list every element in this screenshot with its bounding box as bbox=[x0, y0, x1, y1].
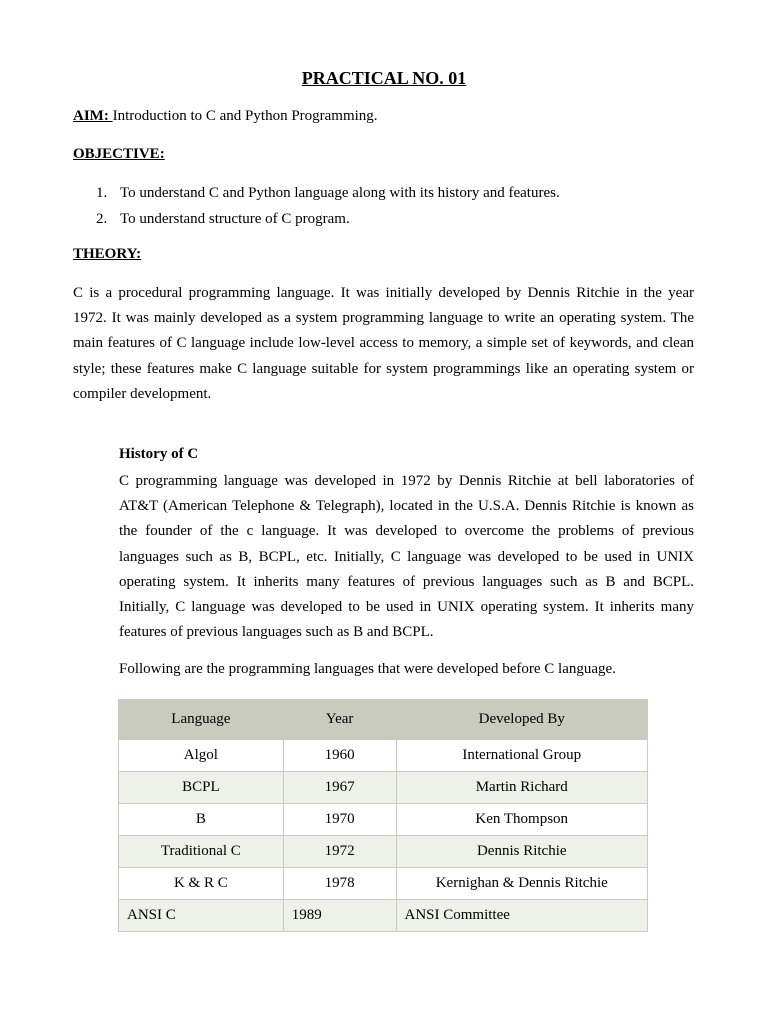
column-header-developer: Developed By bbox=[396, 700, 648, 740]
cell-language: Traditional C bbox=[119, 836, 284, 868]
languages-table bbox=[118, 699, 648, 932]
column-header-language: Language bbox=[119, 700, 284, 740]
theory-paragraph: C is a procedural programming language. It was initially developed by Dennis Ritchie in the year 1972. It was mainly developed as a system programming language to write an operating system. The main features of C language include low-level access to memory, a simple set of keywords, and clean style; these features make C language suitable for system programmings like an operating system or compiler development. bbox=[73, 285, 694, 402]
cell-language: K & R C bbox=[119, 868, 284, 900]
list-item bbox=[96, 183, 560, 209]
cell-language: Algol bbox=[119, 740, 284, 772]
cell-language: ANSI C bbox=[119, 900, 284, 932]
objective-list bbox=[96, 183, 560, 235]
aim-text: Introduction to C and Python Programming. bbox=[112, 108, 378, 124]
table-row bbox=[119, 900, 648, 932]
list-item-number: 1. bbox=[96, 185, 108, 201]
history-paragraph: C programming language was developed in 1972 by Dennis Ritchie at bell laboratories of AT&T (American Telephone & Telegraph), located in the U.S.A. Dennis Ritchie is known as the founder of the c language. It was developed to overcome the problems of previous languages such as B, BCPL, etc. Initially, C language was developed to be used in UNIX operating system. It inherits many features of previous languages such as B and BCPL. Initially, C language was developed to be used in UNIX operating system. It inherits many features of previous languages such as B and BCPL. bbox=[119, 473, 694, 641]
column-header-year: Year bbox=[283, 700, 396, 740]
list-item-text: To understand structure of C program. bbox=[120, 211, 350, 227]
cell-developer: International Group bbox=[396, 740, 648, 772]
cell-developer: Kernighan & Dennis Ritchie bbox=[396, 868, 648, 900]
history-heading: History of C bbox=[119, 446, 199, 462]
cell-year: 1967 bbox=[283, 772, 396, 804]
list-item bbox=[96, 209, 560, 235]
aim-line bbox=[73, 108, 378, 125]
cell-language: BCPL bbox=[119, 772, 284, 804]
table-row bbox=[119, 804, 648, 836]
cell-developer: Ken Thompson bbox=[396, 804, 648, 836]
list-item-number: 2. bbox=[96, 211, 108, 227]
cell-developer: ANSI Committee bbox=[396, 900, 648, 932]
cell-developer: Dennis Ritchie bbox=[396, 836, 648, 868]
table-row bbox=[119, 772, 648, 804]
cell-year: 1989 bbox=[283, 900, 396, 932]
objective-heading: OBJECTIVE: bbox=[73, 146, 165, 162]
table-header-row bbox=[119, 700, 648, 740]
cell-language: B bbox=[119, 804, 284, 836]
aim-label: AIM: bbox=[73, 108, 113, 124]
cell-developer: Martin Richard bbox=[396, 772, 648, 804]
table-row bbox=[119, 740, 648, 772]
cell-year: 1972 bbox=[283, 836, 396, 868]
page-title: PRACTICAL NO. 01 bbox=[301, 68, 467, 88]
table-row bbox=[119, 868, 648, 900]
list-item-text: To understand C and Python language along with its history and features. bbox=[120, 185, 560, 201]
cell-year: 1970 bbox=[283, 804, 396, 836]
table-intro-text: Following are the programming languages that were developed before C language. bbox=[119, 661, 616, 677]
table-row bbox=[119, 836, 648, 868]
theory-heading: THEORY: bbox=[73, 246, 142, 262]
cell-year: 1960 bbox=[283, 740, 396, 772]
cell-year: 1978 bbox=[283, 868, 396, 900]
